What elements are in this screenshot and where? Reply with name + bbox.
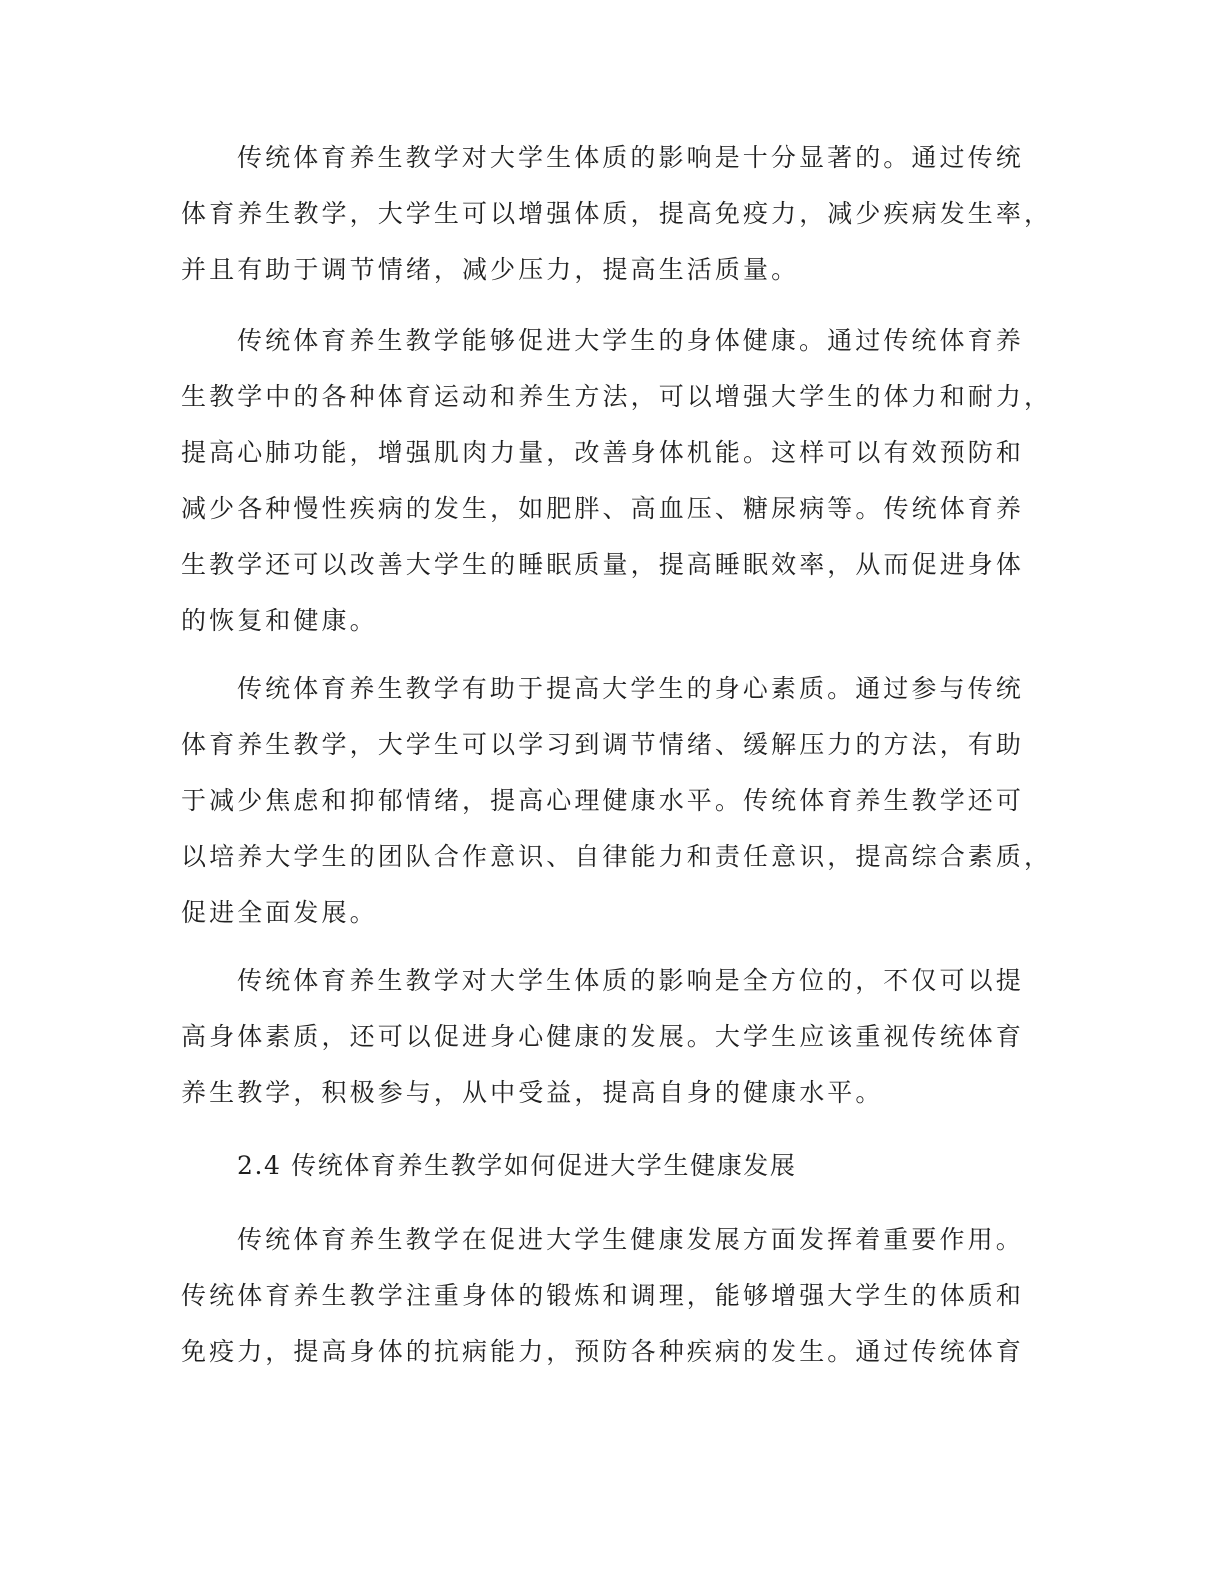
text-line: 减少各种慢性疾病的发生，如肥胖、高血压、糖尿病等。传统体育养 bbox=[181, 494, 1025, 523]
text-line: 传统体育养生教学对大学生体质的影响是十分显著的。通过传统 bbox=[237, 143, 1024, 172]
paragraph-physical-health bbox=[181, 313, 1061, 649]
text-line: 体育养生教学，大学生可以增强体质，提高免疫力，减少疾病发生率， bbox=[181, 199, 1053, 228]
section-heading-text: 2.4 传统体育养生教学如何促进大学生健康发展 bbox=[237, 1151, 797, 1180]
text-line: 提高心肺功能，增强肌肉力量，改善身体机能。这样可以有效预防和 bbox=[181, 438, 1025, 467]
section-heading-2-4 bbox=[181, 1138, 1061, 1194]
text-line: 于减少焦虑和抑郁情绪，提高心理健康水平。传统体育养生教学还可 bbox=[181, 786, 1025, 815]
text-line: 传统体育养生教学在促进大学生健康发展方面发挥着重要作用。 bbox=[237, 1225, 1024, 1254]
text-line: 传统体育养生教学能够促进大学生的身体健康。通过传统体育养 bbox=[237, 326, 1024, 355]
paragraph-mind-body-quality bbox=[181, 661, 1061, 941]
text-line: 以培养大学生的团队合作意识、自律能力和责任意识，提高综合素质， bbox=[181, 842, 1053, 871]
text-line: 传统体育养生教学对大学生体质的影响是全方位的，不仅可以提 bbox=[237, 966, 1024, 995]
paragraph-health-development bbox=[181, 1212, 1061, 1380]
text-line: 促进全面发展。 bbox=[181, 898, 378, 927]
text-line: 传统体育养生教学有助于提高大学生的身心素质。通过参与传统 bbox=[237, 674, 1024, 703]
text-line: 生教学还可以改善大学生的睡眠质量，提高睡眠效率，从而促进身体 bbox=[181, 550, 1025, 579]
text-line: 传统体育养生教学注重身体的锻炼和调理，能够增强大学生的体质和 bbox=[181, 1281, 1025, 1310]
text-line: 高身体素质，还可以促进身心健康的发展。大学生应该重视传统体育 bbox=[181, 1022, 1025, 1051]
paragraph-physique-impact bbox=[181, 130, 1061, 298]
text-line: 并且有助于调节情绪，减少压力，提高生活质量。 bbox=[181, 255, 800, 284]
text-line: 免疫力，提高身体的抗病能力，预防各种疾病的发生。通过传统体育 bbox=[181, 1337, 1025, 1366]
text-line: 养生教学，积极参与，从中受益，提高自身的健康水平。 bbox=[181, 1078, 884, 1107]
paragraph-overall-impact bbox=[181, 953, 1061, 1121]
text-line: 的恢复和健康。 bbox=[181, 606, 378, 635]
text-line: 体育养生教学，大学生可以学习到调节情绪、缓解压力的方法，有助 bbox=[181, 730, 1025, 759]
text-line: 生教学中的各种体育运动和养生方法，可以增强大学生的体力和耐力， bbox=[181, 382, 1053, 411]
